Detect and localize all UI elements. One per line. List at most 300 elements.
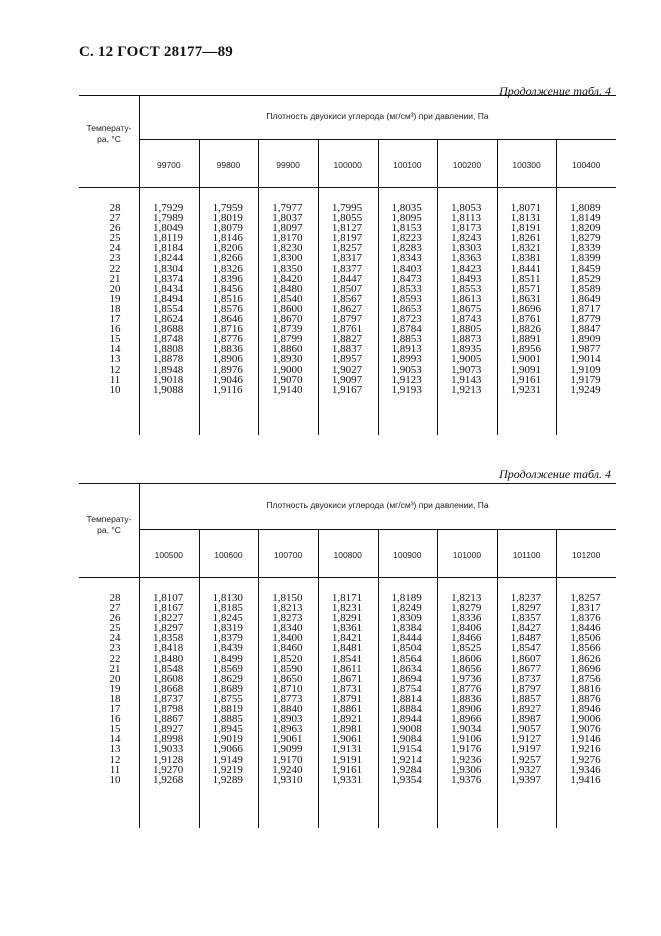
pressure-header: 101000 [452, 550, 482, 560]
continuation-label: Продолжение табл. 4 [499, 467, 611, 481]
density-cell: 1,9331 [331, 773, 363, 786]
density-column [332, 593, 391, 785]
density-cell: 1,8213 [451, 592, 482, 604]
density-cell: 1,8300 [272, 252, 303, 265]
density-cell: 1,7977 [272, 202, 303, 214]
density-cell: 1,8184 [153, 242, 184, 255]
density-cell: 1,8779 [570, 313, 601, 326]
pressure-header: 101200 [572, 550, 601, 560]
density-cell: 1,8930 [272, 353, 303, 366]
density-cell: 1,8963 [272, 723, 303, 736]
density-cell: 1,8966 [451, 713, 482, 726]
density-cell: 1,8571 [510, 282, 541, 295]
density-cell: 1,8249 [391, 602, 422, 615]
density-cell: 1,8303 [451, 242, 482, 255]
pressure-header: 101100 [512, 550, 541, 560]
density-cell: 1,8540 [272, 292, 303, 305]
stub-header-line: Температу- [86, 514, 132, 524]
density-cell: 1,8035 [391, 202, 422, 214]
density-cell: 1,8847 [570, 323, 601, 336]
temperature-cell: 20 [109, 282, 121, 295]
density-cell: 1,8646 [212, 313, 243, 326]
density-cell: 1,8150 [272, 592, 303, 604]
density-cell: 1,9006 [570, 713, 601, 726]
density-cell: 1,8447 [331, 272, 363, 285]
density-cell: 1,8480 [272, 282, 303, 295]
temperature-cell: 28 [109, 202, 121, 214]
density-cell: 1,9154 [391, 743, 422, 756]
density-column [570, 203, 629, 395]
density-cell: 1,8227 [153, 612, 184, 625]
density-cell: 1,8319 [212, 622, 243, 635]
density-cell: 1,8761 [510, 313, 541, 326]
density-cell: 1,8798 [153, 703, 184, 716]
density-cell: 1,8427 [510, 622, 541, 635]
temperature-cell: 13 [109, 743, 121, 756]
density-cell: 1,8283 [391, 242, 422, 255]
pressure-header: 100200 [452, 160, 482, 170]
density-cell: 1,9736 [451, 672, 482, 685]
density-cell: 1,8420 [272, 272, 303, 285]
density-cell: 1,8981 [331, 723, 363, 736]
density-cell: 1,9170 [272, 753, 303, 766]
density-cell: 1,8906 [212, 353, 243, 366]
density-cell: 1,8230 [272, 242, 303, 255]
density-cell: 1,8279 [570, 232, 601, 245]
density-cell: 1,8867 [153, 713, 184, 726]
density-cell: 1,8237 [510, 592, 541, 604]
density-cell: 1,8459 [570, 262, 601, 275]
density-cell: 1,8631 [510, 292, 541, 305]
density-cell: 1,8079 [212, 222, 243, 235]
density-cell: 1,8878 [153, 353, 184, 366]
density-cell: 1,8209 [570, 222, 601, 235]
density-cell: 1,8361 [331, 622, 363, 635]
density-cell: 1,8400 [272, 632, 303, 645]
density-cell: 1,8261 [510, 232, 541, 245]
density-cell: 1,8423 [451, 262, 482, 275]
density-cell: 1,8487 [510, 632, 541, 645]
density-cell: 1,8507 [331, 282, 363, 295]
span-header: Плотность двуокиси углерода (мг/см³) при давлении, Па [266, 500, 489, 510]
table-top-rule [79, 483, 616, 484]
temperature-cell: 14 [109, 733, 121, 746]
density-cell: 1,8127 [331, 222, 363, 235]
density-cell: 1,8499 [212, 652, 243, 665]
density-cell: 1,8624 [153, 313, 184, 326]
density-cell: 1,8381 [510, 252, 541, 265]
density-cell: 1,8173 [451, 222, 482, 235]
density-column [153, 203, 212, 395]
density-cell: 1,8600 [272, 302, 303, 315]
density-cell: 1,8547 [510, 642, 541, 655]
density-cell: 1,8273 [272, 612, 303, 625]
pressure-header: 100900 [393, 550, 422, 560]
density-cell: 1,8171 [331, 592, 363, 604]
density-cell: 1,8861 [331, 703, 363, 716]
pressure-header: 100500 [154, 550, 183, 560]
density-cell: 1,8903 [272, 713, 303, 726]
density-cell: 1,9327 [510, 763, 541, 776]
pressure-header: 99800 [216, 160, 241, 170]
density-cell: 1,8837 [331, 343, 363, 356]
density-column [272, 203, 331, 395]
density-cell: 1,8927 [510, 703, 541, 716]
density-cell: 1,8688 [153, 323, 184, 336]
density-cell: 1,9073 [451, 363, 482, 376]
density-cell: 1,8906 [451, 703, 482, 716]
density-cell: 1,8675 [451, 302, 482, 315]
density-cell: 1,9097 [331, 373, 363, 386]
temperature-cell: 11 [109, 373, 121, 386]
density-cell: 1,8754 [391, 682, 422, 695]
column-rule [497, 529, 498, 828]
density-cell: 1,8921 [331, 713, 363, 726]
density-cell: 1,9000 [272, 363, 303, 376]
density-cell: 1,8756 [570, 672, 601, 685]
density-cell: 1,8761 [331, 323, 363, 336]
density-cell: 1,8037 [272, 212, 303, 225]
density-cell: 1,8564 [391, 652, 422, 665]
pressure-header: 100400 [572, 160, 601, 170]
density-cell: 1,9213 [451, 383, 482, 396]
temperature-cell: 10 [109, 773, 121, 786]
temperature-cell: 28 [109, 592, 121, 604]
density-cell: 1,8376 [570, 612, 601, 625]
density-cell: 1,8884 [391, 703, 422, 716]
density-cell: 1,8146 [212, 232, 243, 245]
density-cell: 1,8611 [331, 662, 362, 675]
density-cell: 1,8399 [570, 252, 601, 265]
density-cell: 1,9143 [451, 373, 482, 386]
temperature-cell: 27 [109, 212, 121, 225]
temperature-cell: 23 [109, 252, 121, 265]
density-cell: 1,9027 [331, 363, 363, 376]
density-cell: 1,9289 [212, 773, 243, 786]
density-cell: 1,8671 [331, 672, 363, 685]
density-cell: 1,9061 [272, 733, 303, 746]
density-cell: 1,8504 [391, 642, 422, 655]
density-cell: 1,8525 [451, 642, 482, 655]
density-cell: 1,8460 [272, 642, 303, 655]
density-cell: 1,8567 [331, 292, 363, 305]
density-cell: 1,8576 [212, 302, 243, 315]
pressure-header: 100600 [214, 550, 243, 560]
density-cell: 1,8097 [272, 222, 303, 235]
density-cell: 1,8245 [212, 612, 243, 625]
column-rule [437, 139, 438, 435]
density-cell: 1,8816 [570, 682, 601, 695]
density-cell: 1,8627 [331, 302, 363, 315]
column-rule [378, 529, 379, 828]
column-rule [318, 139, 319, 435]
density-cell: 1,8279 [451, 602, 482, 615]
density-cell: 1,8473 [391, 272, 422, 285]
density-cell: 1,8826 [510, 323, 541, 336]
pressure-header: 100100 [393, 160, 422, 170]
density-cell: 1,8421 [331, 632, 363, 645]
density-cell: 1,8343 [391, 252, 422, 265]
density-cell: 1,8053 [451, 202, 482, 214]
density-cell: 1,8946 [570, 703, 601, 716]
density-cell: 1,9354 [391, 773, 422, 786]
density-cell: 1,8797 [510, 682, 541, 695]
temperature-cell: 16 [109, 713, 121, 726]
density-cell: 1,8739 [272, 323, 303, 336]
density-cell: 1,8649 [570, 292, 601, 305]
density-cell: 1,8696 [510, 302, 541, 315]
density-cell: 1,8493 [451, 272, 482, 285]
density-cell: 1,8466 [451, 632, 482, 645]
density-cell: 1,9061 [331, 733, 363, 746]
density-cell: 1,9033 [153, 743, 184, 756]
density-cell: 1,8317 [331, 252, 363, 265]
density-cell: 1,8257 [331, 242, 363, 255]
density-cell: 1,8357 [510, 612, 541, 625]
density-cell: 1,8055 [331, 212, 363, 225]
density-cell: 1,9008 [391, 723, 422, 736]
pressure-header: 100300 [512, 160, 541, 170]
density-cell: 1,8418 [153, 642, 184, 655]
density-cell: 1,8019 [212, 212, 243, 225]
density-cell: 1,8167 [153, 602, 184, 615]
density-cell: 1,8153 [391, 222, 422, 235]
density-cell: 1,9123 [391, 373, 422, 386]
density-cell: 1,8945 [212, 723, 243, 736]
column-rule [199, 529, 200, 828]
density-cell: 1,8836 [451, 692, 482, 705]
temperature-cell: 16 [109, 323, 121, 336]
density-cell: 1,8244 [153, 252, 184, 265]
column-rule [437, 529, 438, 828]
pressure-header: 99900 [276, 160, 300, 170]
column-rule [139, 483, 140, 828]
temperature-cell: 15 [109, 723, 121, 736]
density-cell: 1,9176 [451, 743, 482, 756]
density-cell: 1,8799 [272, 333, 303, 346]
density-cell: 1,8206 [212, 242, 243, 255]
density-cell: 1,8340 [272, 622, 303, 635]
column-rule [258, 139, 259, 435]
density-column [392, 203, 451, 395]
density-cell: 1,8481 [331, 642, 363, 655]
density-cell: 1,8927 [153, 723, 184, 736]
density-cell: 1,8363 [451, 252, 482, 265]
density-cell: 1,8909 [570, 333, 601, 346]
density-cell: 1,9066 [212, 743, 243, 756]
density-cell: 1,8494 [153, 292, 184, 305]
density-cell: 1,8670 [272, 313, 303, 326]
density-cell: 1,8049 [153, 222, 184, 235]
density-cell: 1,8131 [510, 212, 541, 225]
temperature-cell: 12 [109, 753, 121, 766]
stub-header-line: Температу- [86, 123, 132, 133]
density-cell: 1,9116 [212, 383, 243, 396]
density-cell: 1,8808 [153, 343, 184, 356]
density-cell: 1,8948 [153, 363, 184, 376]
density-cell: 1,8441 [510, 262, 541, 275]
density-cell: 1,8891 [510, 333, 541, 346]
density-cell: 1,9236 [451, 753, 482, 766]
temperature-cell: 12 [109, 363, 121, 376]
density-cell: 1,8350 [272, 262, 303, 275]
density-table-2 [79, 483, 616, 828]
table-top-rule [79, 95, 616, 96]
density-cell: 1,8819 [212, 703, 243, 716]
density-column [392, 593, 451, 785]
temperature-cell: 21 [109, 272, 121, 285]
density-cell: 1,8403 [391, 262, 422, 275]
density-cell: 1,8860 [272, 343, 303, 356]
column-rule [378, 139, 379, 435]
density-cell: 1,8520 [272, 652, 303, 665]
density-cell: 1,8606 [451, 652, 482, 665]
density-cell: 1,8987 [510, 713, 541, 726]
density-cell: 1,9149 [212, 753, 243, 766]
density-cell: 1,8696 [570, 662, 601, 675]
density-cell: 1,8119 [153, 232, 183, 245]
density-cell: 1,8396 [212, 272, 243, 285]
density-cell: 1,9191 [331, 753, 363, 766]
density-cell: 1,9131 [331, 743, 363, 756]
temperature-column [79, 203, 139, 395]
density-cell: 1,9284 [391, 763, 422, 776]
stub-header [79, 123, 139, 145]
density-cell: 1,8668 [153, 682, 184, 695]
temperature-cell: 25 [109, 622, 121, 635]
temperature-cell: 17 [109, 703, 121, 716]
density-cell: 1,9346 [570, 763, 601, 776]
density-cell: 1,8231 [331, 602, 363, 615]
density-cell: 1,8511 [510, 272, 541, 285]
density-cell: 1,8297 [510, 602, 541, 615]
density-cell: 1,9161 [331, 763, 363, 776]
density-cell: 1,8107 [153, 592, 184, 604]
density-cell: 1,8569 [212, 662, 243, 675]
stub-header-line: ра, °С [97, 134, 121, 144]
stub-header [79, 514, 139, 536]
density-column [511, 593, 570, 785]
density-cell: 1,9197 [510, 743, 541, 756]
density-cell: 1,8326 [212, 262, 243, 275]
density-cell: 1,8309 [391, 612, 422, 625]
density-cell: 1,9109 [570, 363, 601, 376]
page-header: С. 12 ГОСТ 28177—89 [79, 44, 233, 60]
density-cell: 1,8784 [391, 323, 422, 336]
density-cell: 1,8873 [451, 333, 482, 346]
density-cell: 1,9019 [212, 733, 243, 746]
density-cell: 1,8755 [212, 692, 243, 705]
density-cell: 1,8566 [570, 642, 601, 655]
density-cell: 1,9084 [391, 733, 422, 746]
continuation-label: Продолжение табл. 4 [499, 84, 611, 98]
density-cell: 1,9034 [451, 723, 482, 736]
density-cell: 1,8189 [391, 592, 422, 604]
density-cell: 1,8677 [510, 662, 541, 675]
density-cell: 1,8791 [331, 692, 363, 705]
density-cell: 1,8071 [510, 202, 541, 214]
header-bottom-rule [79, 577, 616, 578]
density-cell: 1,8197 [331, 232, 363, 245]
temperature-cell: 13 [109, 353, 121, 366]
temperature-cell: 18 [109, 692, 121, 705]
column-rule [199, 139, 200, 435]
density-cell: 1,9128 [153, 753, 184, 766]
density-cell: 1,9053 [391, 363, 422, 376]
density-cell: 1,7995 [331, 202, 363, 214]
density-cell: 1,8291 [331, 612, 363, 625]
density-cell: 1,8608 [153, 672, 184, 685]
density-cell: 1,8434 [153, 282, 184, 295]
density-cell: 1,8406 [451, 622, 482, 635]
density-cell: 1,9005 [451, 353, 482, 366]
density-cell: 1,9146 [570, 733, 601, 746]
density-column [451, 203, 510, 395]
density-cell: 1,8957 [331, 353, 363, 366]
temperature-cell: 20 [109, 672, 121, 685]
density-cell: 1,9216 [570, 743, 601, 756]
density-cell: 1,8589 [570, 282, 601, 295]
density-cell: 1,8634 [391, 662, 422, 675]
density-cell: 1,8149 [570, 212, 601, 225]
density-cell: 1,8506 [570, 632, 601, 645]
density-cell: 1,8444 [391, 632, 422, 645]
density-cell: 1,8590 [272, 662, 303, 675]
density-cell: 1,9219 [212, 763, 243, 776]
column-rule [139, 95, 140, 435]
temperature-cell: 10 [109, 383, 121, 396]
density-cell: 1,8243 [451, 232, 482, 245]
density-column [213, 593, 272, 785]
density-cell: 1,9179 [570, 373, 601, 386]
density-cell: 1,8944 [391, 713, 422, 726]
density-cell: 1,8446 [570, 622, 601, 635]
density-cell: 1,9057 [510, 723, 541, 736]
density-table-1 [79, 95, 616, 435]
density-cell: 1,9270 [153, 763, 184, 776]
density-cell: 1,9231 [510, 383, 541, 396]
density-cell: 1,8650 [272, 672, 303, 685]
pressure-header: 100800 [333, 550, 362, 560]
temperature-cell: 15 [109, 333, 121, 346]
density-cell: 1,8653 [391, 302, 422, 315]
density-cell: 1,8516 [212, 292, 243, 305]
density-column [570, 593, 629, 785]
density-cell: 1,8710 [272, 682, 303, 695]
density-cell: 1,9397 [510, 773, 541, 786]
span-header: Плотность двуокиси углерода (мг/см³) при давлении, Па [266, 111, 489, 121]
temperature-cell: 24 [109, 632, 121, 645]
density-cell: 1,8836 [212, 343, 243, 356]
density-cell: 1,8377 [331, 262, 363, 275]
density-cell: 1,8935 [451, 343, 482, 356]
density-cell: 1,9257 [510, 753, 541, 766]
column-rule [556, 139, 557, 435]
density-cell: 1,8613 [451, 292, 482, 305]
temperature-cell: 25 [109, 232, 121, 245]
temperature-cell: 19 [109, 292, 121, 305]
density-cell: 1,8170 [272, 232, 303, 245]
pressure-header: 100000 [333, 160, 362, 170]
column-rule [318, 529, 319, 828]
density-cell: 1,8629 [212, 672, 243, 685]
density-cell: 1,8723 [391, 313, 422, 326]
density-cell: 1,8737 [153, 692, 184, 705]
density-cell: 1,8113 [451, 212, 481, 225]
density-cell: 1,9877 [570, 343, 601, 356]
density-cell: 1,9240 [272, 763, 303, 776]
density-cell: 1,8956 [510, 343, 541, 356]
